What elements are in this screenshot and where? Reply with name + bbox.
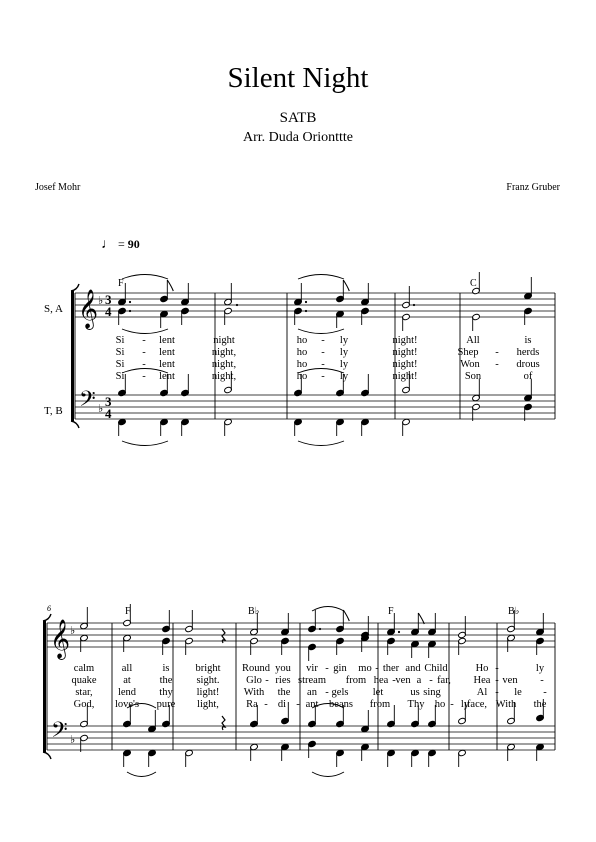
staff-label-upper: S, A	[44, 303, 63, 315]
lyric-syllable: all	[121, 663, 133, 674]
lyric-syllable: -	[142, 371, 146, 382]
lyric-syllable: let	[372, 687, 384, 698]
lyric-syllable: -	[495, 687, 499, 698]
lyric-syllable: bright	[195, 663, 221, 674]
slur	[298, 329, 344, 334]
lyric-syllable: star,	[75, 687, 93, 698]
lyric-syllable: -	[264, 699, 268, 710]
lyric-syllable: thy	[159, 687, 173, 698]
lyric-syllable: at	[123, 675, 131, 686]
lyric-syllable: ho	[296, 335, 308, 346]
lyric-syllable: Ho	[475, 663, 489, 674]
note-flag	[418, 613, 424, 624]
measure-number: 6	[47, 604, 51, 613]
lyric-syllable: love's	[114, 699, 140, 710]
lyric-syllable: stream	[298, 675, 326, 686]
lyric-syllable: far,	[437, 675, 451, 686]
lyric-syllable: -	[325, 687, 329, 698]
lyric-syllable: hea	[373, 675, 389, 686]
lyric-syllable: Won	[460, 359, 480, 370]
time-signature-top: 3	[105, 292, 112, 307]
slur	[122, 441, 168, 446]
lyric-syllable: herds	[516, 347, 540, 358]
chord-symbol: F	[388, 606, 394, 617]
lyric-syllable: -	[142, 347, 146, 358]
lyric-syllable: night!	[392, 347, 418, 358]
lyric-syllable: an	[307, 687, 317, 698]
lyric-syllable: All	[466, 335, 480, 346]
quarter-rest	[222, 716, 225, 730]
lyric-syllable: lent	[159, 347, 175, 358]
lyric-syllable: lent	[159, 335, 175, 346]
lyric-syllable: ant	[305, 699, 319, 710]
chord-symbol: B♭	[248, 606, 260, 617]
system-bracket	[43, 621, 46, 752]
subtitle: SATB	[279, 110, 317, 126]
lyric-syllable: Round	[241, 663, 271, 674]
treble-clef-icon: 𝄞	[50, 621, 71, 658]
system-bracket	[71, 291, 74, 421]
bracket-bottom-hook	[71, 421, 79, 428]
lyric-syllable: ven	[502, 675, 518, 686]
lyric-syllable: beans	[329, 699, 353, 710]
slur	[298, 441, 344, 446]
lyric-syllable: -	[543, 687, 547, 698]
lyric-syllable: lent	[159, 359, 175, 370]
slur	[298, 275, 344, 280]
chord-symbol: B♭	[508, 606, 520, 617]
lyric-syllable: Shep	[457, 347, 479, 358]
lyric-syllable: -	[495, 663, 499, 674]
augmentation-dot	[129, 310, 131, 312]
note-flag	[167, 280, 173, 291]
key-flat-icon: ♭	[70, 734, 76, 746]
lyric-syllable: -	[495, 347, 499, 358]
lyric-syllable: Child	[424, 663, 448, 674]
augmentation-dot	[236, 304, 238, 306]
lyric-syllable: With	[495, 699, 517, 710]
lyric-syllable: gels	[331, 687, 349, 698]
lyric-syllable: night!	[392, 359, 418, 370]
lyric-syllable: -	[142, 359, 146, 370]
lyric-syllable: -	[375, 663, 379, 674]
bass-clef-icon: 𝄢	[79, 387, 96, 416]
lyric-syllable: calm	[73, 663, 95, 674]
lyric-syllable: night!	[392, 335, 418, 346]
lyric-syllable: ly	[339, 335, 349, 346]
lyric-syllable: Ra	[246, 699, 258, 710]
lyric-syllable: the	[533, 699, 547, 710]
lyric-syllable: -	[321, 335, 325, 346]
lyric-syllable: light,	[197, 699, 219, 710]
lyric-syllable: -	[296, 699, 300, 710]
chord-symbol: F	[125, 606, 131, 617]
lyric-syllable: and	[405, 663, 421, 674]
staff-label-lower: T, B	[44, 405, 63, 417]
lyric-syllable: ven	[395, 675, 411, 686]
lyric-syllable: vir	[306, 663, 318, 674]
lyric-syllable: night,	[211, 359, 237, 370]
lyric-syllable: Thy	[407, 699, 425, 710]
poet-credit: Josef Mohr	[35, 182, 81, 193]
slur	[122, 275, 168, 280]
key-flat-icon: ♭	[70, 625, 76, 637]
augmentation-dot	[305, 310, 307, 312]
lyric-syllable: -	[392, 675, 396, 686]
key-flat-icon: ♭	[98, 295, 104, 307]
lyric-syllable: Hea	[473, 675, 491, 686]
lyric-syllable: -	[325, 663, 329, 674]
lyric-syllable: Si	[115, 335, 125, 346]
tempo-value: 90	[127, 237, 140, 251]
composer-credit: Franz Gruber	[506, 182, 560, 193]
bracket-top-hook	[43, 614, 51, 621]
lyric-syllable: face,	[466, 699, 488, 710]
time-signature-top: 3	[105, 394, 112, 409]
lyric-syllable: With	[243, 687, 265, 698]
augmentation-dot	[305, 301, 307, 303]
page-title: Silent Night	[227, 62, 369, 94]
lyric-syllable: from	[345, 675, 367, 686]
lyric-syllable: ho	[296, 359, 308, 370]
lyric-syllable: lend	[117, 687, 137, 698]
augmentation-dot	[129, 301, 131, 303]
lyric-syllable: -	[321, 347, 325, 358]
lyric-syllable: sight.	[196, 675, 220, 686]
lyric-syllable: from	[369, 699, 391, 710]
lyric-syllable: drous	[516, 359, 540, 370]
lyric-syllable: ly	[339, 347, 349, 358]
lyric-syllable: quake	[71, 675, 97, 686]
time-signature-bottom: 4	[105, 406, 112, 421]
lyric-syllable: -	[495, 675, 499, 686]
tempo-equals: =	[118, 237, 125, 251]
lyric-syllable: night!	[392, 371, 418, 382]
augmentation-dot	[319, 628, 321, 630]
lyric-syllable: ho	[434, 699, 446, 710]
lyric-syllable: ly	[339, 371, 349, 382]
lyric-syllable: ries	[275, 675, 291, 686]
lyric-syllable: ly	[460, 699, 470, 710]
lyric-syllable: is	[162, 663, 170, 674]
note-flag	[343, 280, 349, 291]
lyric-syllable: -	[142, 335, 146, 346]
lyric-syllable: Si	[115, 371, 125, 382]
lyric-syllable: pure	[156, 699, 176, 710]
augmentation-dot	[413, 304, 415, 306]
lyric-syllable: night,	[211, 347, 237, 358]
lyric-syllable: Si	[115, 359, 125, 370]
lyric-syllable: -	[321, 371, 325, 382]
lyric-syllable: the	[277, 687, 291, 698]
chord-symbol: C	[470, 278, 477, 289]
lyric-syllable: gin	[333, 663, 347, 674]
augmentation-dot	[398, 631, 400, 633]
lyric-syllable: di	[277, 699, 287, 710]
chord-symbol: F	[118, 278, 124, 289]
lyric-syllable: lent	[159, 371, 175, 382]
lyric-syllable: night,	[211, 371, 237, 382]
lyric-syllable: you	[275, 663, 291, 674]
lyric-syllable: ther	[382, 663, 400, 674]
lyric-syllable: -	[495, 359, 499, 370]
quarter-note-icon: ♩	[101, 237, 115, 252]
lyric-syllable: ho	[296, 371, 308, 382]
lyric-syllable: -	[265, 675, 269, 686]
lyric-syllable: ly	[339, 359, 349, 370]
lyric-syllable: Si	[115, 347, 125, 358]
lyric-syllable: mo	[358, 663, 372, 674]
lyric-syllable: of	[523, 371, 533, 382]
lyric-syllable: ly	[535, 663, 545, 674]
lyric-syllable: -	[540, 675, 544, 686]
lyric-syllable: -	[321, 359, 325, 370]
time-signature-bottom: 4	[105, 304, 112, 319]
note-flag	[343, 610, 349, 621]
slur	[127, 772, 156, 777]
lyric-syllable: light!	[196, 687, 220, 698]
lyric-syllable: -	[450, 699, 454, 710]
treble-clef-icon: 𝄞	[78, 291, 99, 328]
slur	[312, 772, 344, 777]
lyric-syllable: -	[429, 675, 433, 686]
lyric-syllable: Al	[476, 687, 488, 698]
lyric-syllable: a	[416, 675, 422, 686]
lyric-syllable: sing	[423, 687, 441, 698]
lyric-syllable: the	[159, 675, 173, 686]
slur	[312, 607, 344, 612]
lyric-syllable: ho	[296, 347, 308, 358]
lyric-syllable: le	[514, 687, 522, 698]
lyric-syllable: night	[213, 335, 235, 346]
system-2	[43, 604, 555, 777]
lyric-syllable: us	[410, 687, 420, 698]
bass-clef-icon: 𝄢	[51, 718, 68, 747]
bracket-top-hook	[71, 284, 79, 291]
lyric-syllable: Glo	[246, 675, 262, 686]
system-1	[44, 272, 555, 446]
lyric-syllable: God,	[73, 699, 95, 710]
bracket-bottom-hook	[43, 752, 51, 759]
key-flat-icon: ♭	[98, 403, 104, 415]
slur	[122, 329, 168, 334]
lyric-syllable: Son	[464, 371, 482, 382]
lyric-syllable: is	[524, 335, 532, 346]
arranger-credit: Arr. Duda Orionttte	[242, 130, 354, 145]
